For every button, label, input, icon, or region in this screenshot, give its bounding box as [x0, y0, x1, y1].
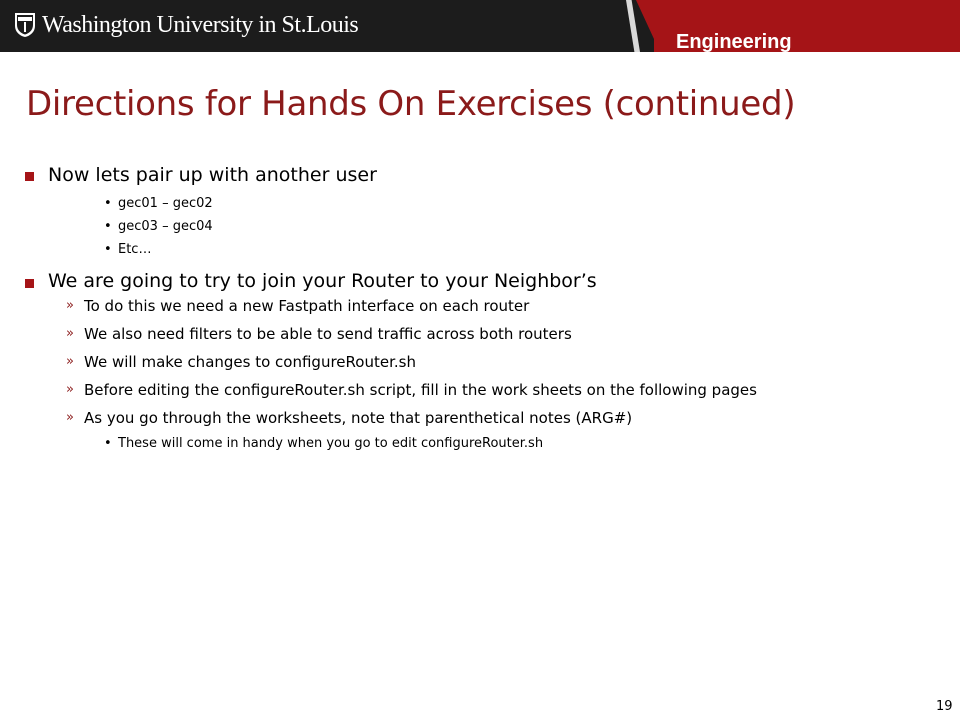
sub-bullet: Before editing the configureRouter.sh script, fill in the work sheets on the following pages	[84, 381, 757, 399]
sub-bullet: As you go through the worksheets, note that parenthetical notes (ARG#)	[84, 409, 633, 427]
level2-marker: »	[66, 298, 74, 313]
level2-marker: »	[66, 354, 74, 369]
pair-item: gec01 – gec02	[118, 196, 213, 211]
header-bar	[0, 0, 960, 52]
pair-item: gec03 – gec04	[118, 219, 213, 234]
pair-item: Etc…	[118, 242, 152, 257]
level2-marker: »	[66, 410, 74, 425]
university-crest-icon	[14, 12, 36, 38]
page-number: 19	[936, 699, 953, 714]
sub-bullet: We will make changes to configureRouter.sh	[84, 353, 416, 371]
bullet-pair-up: Now lets pair up with another user	[48, 164, 377, 186]
sub-bullet: We also need filters to be able to send traffic across both routers	[84, 325, 572, 343]
level2-marker: »	[66, 382, 74, 397]
level2-dot: •	[104, 242, 112, 257]
sub-bullet: To do this we need a new Fastpath interface on each router	[84, 297, 530, 315]
level3-dot: •	[104, 436, 112, 451]
level2-marker: »	[66, 326, 74, 341]
university-name: Washington University in St.Louis	[42, 12, 359, 38]
slide-title: Directions for Hands On Exercises (continued)	[26, 84, 796, 124]
level2-dot: •	[104, 196, 112, 211]
level1-bullet	[25, 279, 34, 288]
bullet-join-router: We are going to try to join your Router to your Neighbor’s	[48, 270, 597, 292]
sub-sub-bullet: These will come in handy when you go to edit configureRouter.sh	[118, 436, 544, 451]
level1-bullet	[25, 172, 34, 181]
level2-dot: •	[104, 219, 112, 234]
school-name: Engineering	[676, 31, 792, 53]
